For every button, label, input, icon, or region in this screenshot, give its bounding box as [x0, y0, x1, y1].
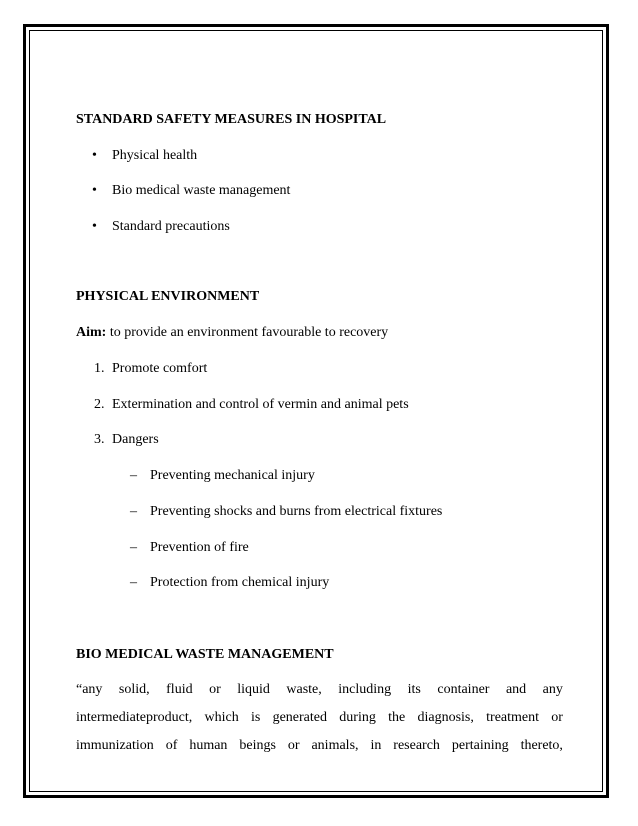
paragraph-word: and: [505, 682, 527, 697]
list-item: [92, 183, 290, 200]
paragraph-word: generated: [272, 710, 328, 725]
paragraph-word: or: [551, 710, 563, 725]
paragraph-word: during: [339, 710, 376, 725]
dash-icon: –: [130, 575, 137, 590]
list-item: [130, 468, 315, 485]
paragraph-word: pertaining: [451, 738, 509, 753]
list-item: [92, 148, 197, 165]
paragraph-word: its: [407, 682, 421, 697]
list-item: [94, 397, 409, 414]
paragraph-word: waste,: [286, 682, 322, 697]
list-number: 3.: [94, 432, 105, 447]
paragraph-word: of: [165, 738, 178, 753]
bullet-icon: •: [92, 219, 97, 234]
aim-text: to provide an environment favourable to recovery: [106, 325, 389, 340]
paragraph-word: the: [388, 710, 406, 725]
paragraph-word: container: [437, 682, 490, 697]
dash-icon: –: [130, 504, 137, 519]
paragraph-word: is: [250, 710, 261, 725]
list-number: 1.: [94, 361, 105, 376]
paragraph-word: intermediateproduct,: [76, 710, 193, 725]
dash-icon: –: [130, 540, 137, 555]
paragraph-word: or: [209, 682, 221, 697]
aim-statement: [76, 325, 388, 342]
list-item-text: Standard precautions: [112, 219, 230, 234]
bullet-icon: •: [92, 148, 97, 163]
paragraph-word: treatment: [486, 710, 540, 725]
list-item-text: Preventing shocks and burns from electrical fixtures: [150, 504, 443, 519]
list-item: [130, 504, 442, 521]
list-item-text: Physical health: [112, 148, 198, 163]
list-item: [130, 540, 249, 557]
paragraph-line: [76, 682, 563, 699]
section-heading-physical-environment: PHYSICAL ENVIRONMENT: [76, 289, 260, 304]
paragraph-word: beings: [239, 738, 276, 753]
dash-icon: –: [130, 468, 137, 483]
paragraph-word: in: [370, 738, 382, 753]
paragraph-word: “any: [76, 682, 103, 697]
list-number: 2.: [94, 397, 105, 412]
list-item: [94, 361, 207, 378]
list-item-text: Promote comfort: [112, 361, 208, 376]
paragraph-word: fluid: [166, 682, 193, 697]
aim-label: Aim:: [76, 325, 107, 340]
list-item-text: Protection from chemical injury: [150, 575, 330, 590]
bullet-icon: •: [92, 183, 97, 198]
list-item: [92, 219, 230, 236]
list-item-text: Extermination and control of vermin and animal pets: [112, 397, 409, 412]
section-heading-bio-medical-waste: BIO MEDICAL WASTE MANAGEMENT: [76, 647, 334, 662]
paragraph-word: liquid: [237, 682, 270, 697]
list-item: [94, 432, 159, 449]
paragraph-word: animals,: [311, 738, 359, 753]
paragraph-word: including: [338, 682, 392, 697]
paragraph-word: or: [287, 738, 300, 753]
paragraph-word: immunization: [76, 738, 154, 753]
list-item: [130, 575, 329, 592]
paragraph-word: which: [204, 710, 239, 725]
paragraph-line: [76, 710, 563, 727]
paragraph-word: thereto,: [520, 738, 563, 753]
list-item-text: Dangers: [112, 432, 159, 447]
paragraph-word: any: [542, 682, 563, 697]
list-item-text: Prevention of fire: [150, 540, 249, 555]
paragraph-word: research: [393, 738, 440, 753]
section-heading-safety-measures: STANDARD SAFETY MEASURES IN HOSPITAL: [76, 112, 387, 127]
list-item-text: Preventing mechanical injury: [150, 468, 315, 483]
paragraph-word: solid,: [118, 682, 150, 697]
paragraph-word: diagnosis,: [417, 710, 474, 725]
paragraph-line: [76, 738, 563, 755]
list-item-text: Bio medical waste management: [112, 183, 291, 198]
paragraph-word: human: [189, 738, 228, 753]
